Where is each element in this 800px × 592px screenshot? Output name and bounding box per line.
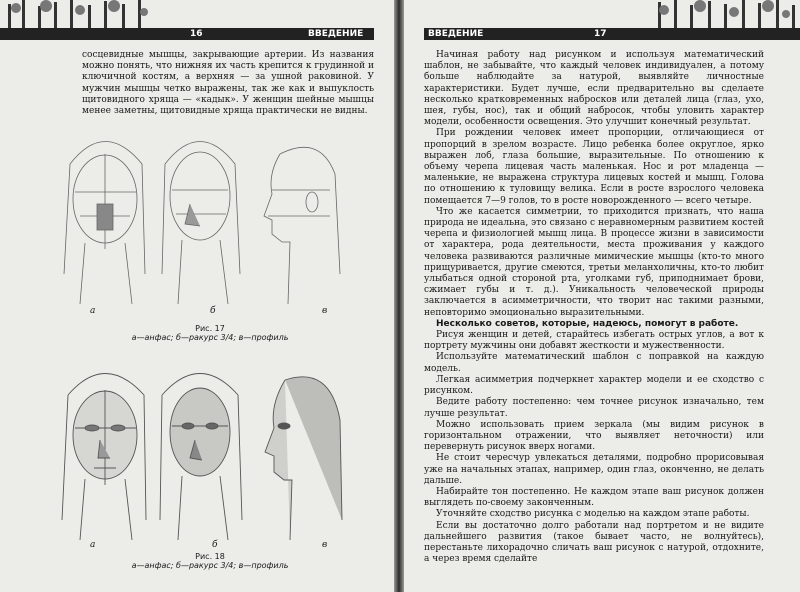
section-heading: Несколько советов, которые, надеюсь, помогут в работе. <box>436 318 739 329</box>
figure-18 <box>50 360 350 546</box>
figure-18-label-a: а <box>90 540 96 550</box>
figure-18-label-c: в <box>322 540 328 550</box>
paragraph: Что же касается симметрии, то приходится признать, что наша природа не идеальна, это связано с неравномерным развитием костей черепа и физиологией мышц лица. В процессе жизни в зависимости от характера, рода деятельности, места проживания у каждого человека развиваются различные мимические мышцы (кто-то много прищуривается, другие смеются, третьи меланхоличны, кто-то любит улыбаться одной стороной рта, уголками губ, приподнимает брови, сжимает губы и т. д.). Уникальность человеческой природы заключается в асимметричности, что творит нас такими разными, неповторимо эмоционально выразительными. <box>424 206 764 318</box>
paragraph: Если вы достаточно долго работали над портретом и не видите дальнейшего развития (такое бывает часто, не волнуйтесь), перестаньте лихорадочно сличать ваш рисунок с натурой, отдохните, а через время сделайте <box>424 520 764 565</box>
paragraph: Используйте математический шаблон с поправкой на каждую модель. <box>424 352 764 374</box>
paragraph: Начиная работу над рисунком и используя математический шаблон, не забывайте, что каждый человек индивидуален, а потому больше наблюдайте за натурой, выявляйте личностные характеристики. Будет лучше, если предварительно вы сделаете несколько кратковременных набросков или деталей лица (глаз, ухо, шея, губы, нос), так и общий набросок, чтобы уловить характер модели, особенности освещения. Это улучшит конечный результат. <box>424 50 764 128</box>
figure-17-description: а—анфас; б—ракурс 3/4; в—профиль <box>131 333 289 342</box>
paragraph: Не стоит чересчур увлекаться деталями, подробно прорисовывая уже на начальных этапах, например, один глаз, оконченно, не делать дальше. <box>424 453 764 486</box>
paragraph: При рождении человек имеет пропорции, отличающиеся от пропорций в зрелом возрасте. Лицо ребенка более округлое, ярко выражен лоб, глаза большие, выразительные. По отношению к объему черепа лицевая часть маленькая. Нос и рот младенца — маленькие, не выражена структура лицевых костей и мышц. Голова по отношению к туловищу велика. Если в росте взрослого человека помещается 7—9 голов, то в росте новорожденного — всего четыре. <box>424 128 764 206</box>
page-header <box>424 28 800 40</box>
decorative-header-ornament <box>650 0 800 48</box>
figure-18-drawing <box>50 360 350 546</box>
figure-17-label-a: а <box>90 306 96 316</box>
figure-17-label-b: б <box>210 306 216 316</box>
header-title: ВВЕДЕНИЕ <box>428 29 484 39</box>
page-number: 17 <box>594 29 607 39</box>
figure-18-number: Рис. 18 <box>195 552 225 561</box>
header-title: ВВЕДЕНИЕ <box>308 29 364 39</box>
book-gutter <box>394 0 404 592</box>
left-page <box>0 0 394 592</box>
body-text <box>424 50 764 565</box>
paragraph: Ведите работу постепенно: чем точнее рисунок изначально, тем лучше результат. <box>424 397 764 419</box>
figure-17-caption <box>90 324 330 342</box>
paragraph: Набирайте тон постепенно. Не каждом этапе ваш рисунок должен выглядеть по-своему законченным. <box>424 486 764 509</box>
paragraph: Рисуя женщин и детей, старайтесь избегать острых углов, а вот к портрету мужчины они добавят жесткости и мужественности. <box>424 330 764 352</box>
decorative-header-ornament <box>0 0 150 48</box>
figure-17-label-c: в <box>322 306 328 316</box>
figure-17-number: Рис. 17 <box>195 324 225 333</box>
paragraph: Можно использовать прием зеркала (мы видим рисунок в горизонтальном отражении, что выявляет неточности) или перевернуть рисунок вверх ногами. <box>424 419 764 453</box>
page-header <box>0 28 374 40</box>
right-page <box>404 0 800 592</box>
figure-18-caption <box>90 552 330 570</box>
page-number: 16 <box>190 29 203 39</box>
body-text <box>82 50 374 117</box>
paragraph: Уточняйте сходство рисунка с моделью на каждом этапе работы. <box>436 509 750 520</box>
paragraph: Легкая асимметрия подчеркнет характер модели и ее сходство с рисунком. <box>424 374 764 397</box>
figure-18-label-b: б <box>212 540 218 550</box>
figure-17-drawing <box>50 124 350 310</box>
figure-18-description: а—анфас; б—ракурс 3/4; в—профиль <box>131 561 289 570</box>
figure-17 <box>50 124 350 310</box>
paragraph: сосцевидные мышцы, закрывающие артерии. Из названия можно понять, что нижняя их часть крепится к грудинной и ключичной костям, а верхняя — за ушной раковиной. У мужчин мышцы четко выражены, так же как и выпуклость щитовидного хряща — «кадык». У женщин шейные мышцы менее заметны, щитовидные хряща практически не видны. <box>82 50 374 117</box>
